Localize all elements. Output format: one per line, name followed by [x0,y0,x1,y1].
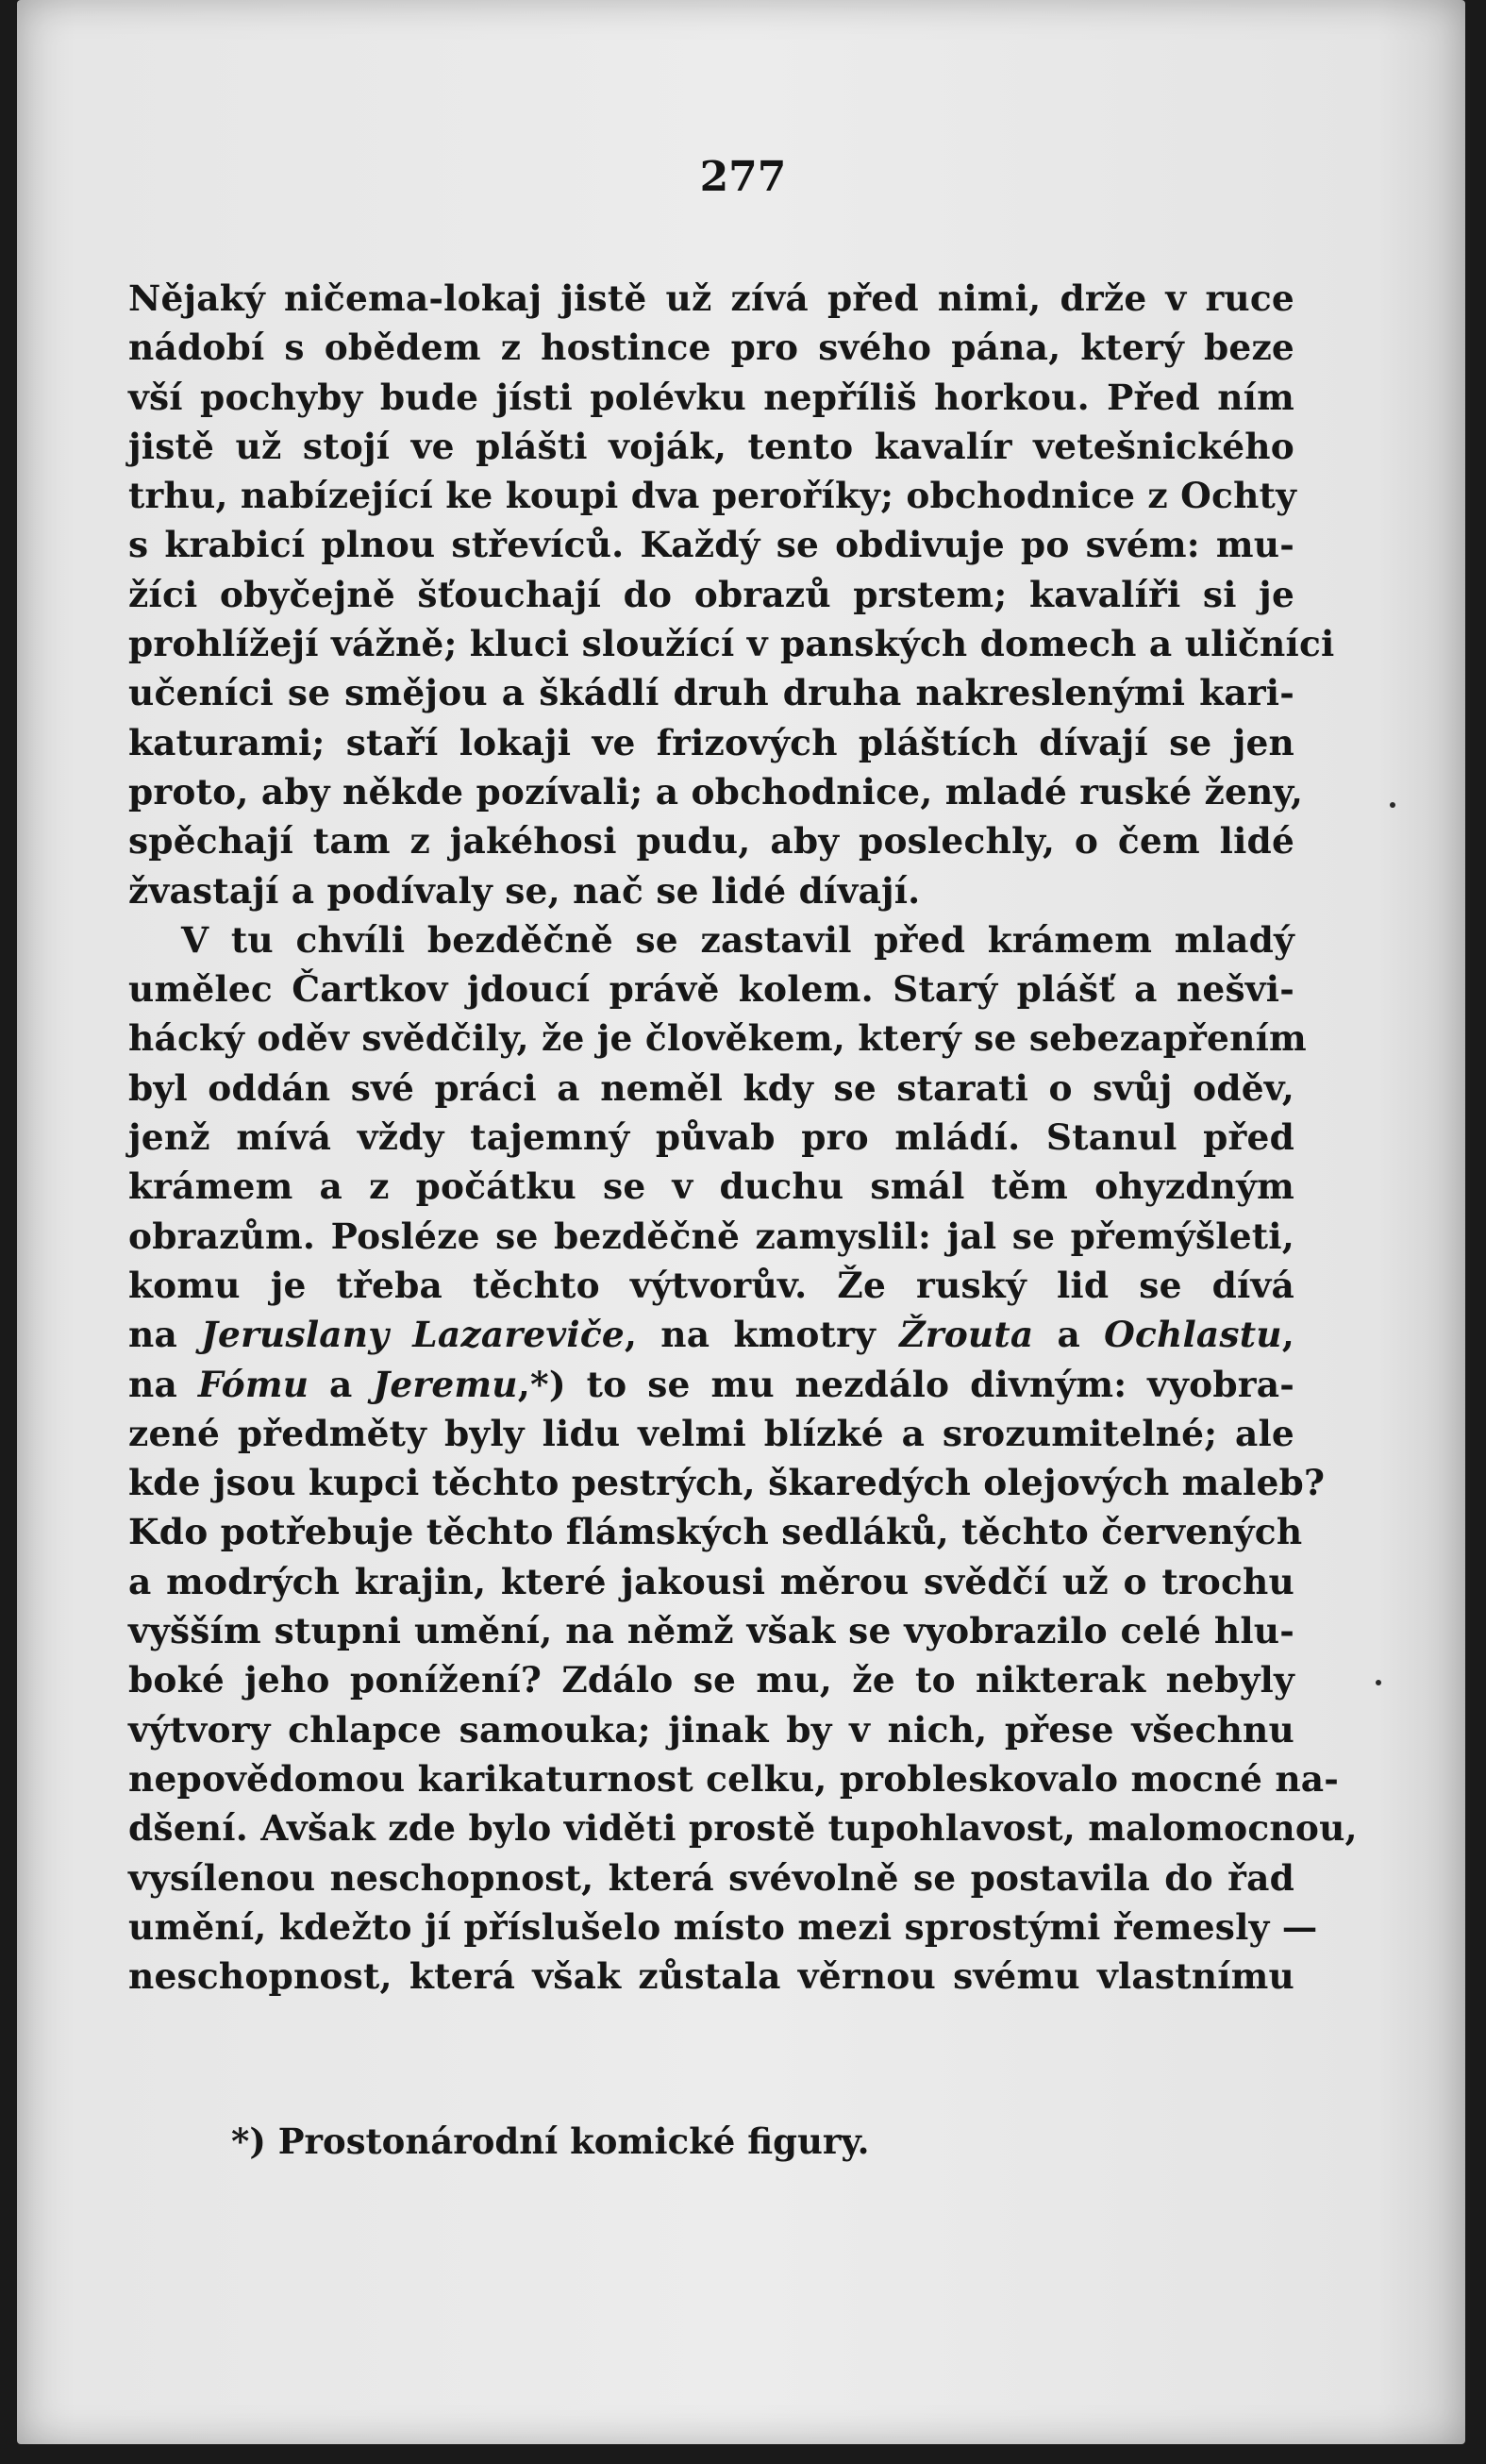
text-line: trhu, nabízející ke koupi dva peroříky; obchodnice z Ochty [128,475,1297,517]
text-run: , na kmotry [624,1314,900,1356]
text-line: kde jsou kupci těchto pestrých, škaredých olejových maleb? [128,1462,1326,1504]
scan-speck [1376,1680,1381,1685]
text-line: proto, aby někde pozívali; a obchodnice, mladé ruské ženy, [128,770,1304,813]
text-line: boké jeho ponížení? Zdálo se mu, že to nikterak nebyly [128,1659,1294,1701]
text-line: výtvory chlapce samouka; jinak by v nich, přese všechnu [128,1708,1294,1751]
text-line: žíci obyčejně šťouchají do obrazů prstem; kavalíři si je [128,573,1294,615]
text-line: V tu chvíli bezděčně se zastavil před krámem mladý [181,918,1294,961]
text-line: umělec Čartkov jdoucí právě kolem. Starý plášť a nešvi- [128,968,1294,1011]
text-run: a [309,1363,374,1405]
italic-name: Fómu [197,1363,309,1405]
text-line: byl oddán své práci a neměl kdy se starati o svůj oděv, [128,1066,1294,1109]
text-line-with-italics [128,1310,1294,1359]
text-line: a modrých krajin, které jakousi měrou svědčí už o trochu [128,1560,1294,1602]
text-run: a [1033,1314,1105,1356]
text-run: , [1281,1314,1294,1356]
text-line: učeníci se smějou a škádlí druh druha nakreslenými kari- [128,672,1294,714]
scan-speck [1390,802,1395,808]
page-number: 277 [699,153,787,201]
text-line: vší pochyby bude jísti polévku nepříliš horkou. Před ním [128,376,1294,418]
text-line: Nějaký ničema-lokaj jistě už zívá před nimi, drže v ruce [128,277,1294,319]
body-text [128,274,1358,2001]
text-line: obrazům. Posléze se bezděčně zamyslil: jal se přemýšleti, [128,1215,1294,1257]
text-line: neschopnost, která však zůstala věrnou svému vlastnímu [128,1955,1294,1998]
text-line: Kdo potřebuje těchto flámských sedláků, těchto červených [128,1511,1303,1553]
text-line: umění, kdežto jí příslušelo místo mezi sprostými řemesly — [128,1905,1318,1948]
text-line: katurami; staří lokaji ve frizových pláštích dívají se jen [128,721,1294,763]
italic-name: Žrouta [899,1314,1034,1356]
text-line: nádobí s obědem z hostince pro svého pána, který beze [128,327,1294,369]
text-line: komu je třeba těchto výtvorův. Že ruský lid se dívá [128,1264,1294,1306]
text-line: s krabicí plnou střevíců. Každý se obdivuje po svém: mu- [128,524,1294,566]
text-line: vysílenou neschopnost, která svévolně se postavila do řad [128,1856,1294,1899]
footnote: *) Prostonárodní komické figury. [231,2120,870,2162]
text-line: nepovědomou karikaturnost celku, probleskovalo mocné na- [128,1757,1340,1800]
text-line: jenž mívá vždy tajemný půvab pro mládí. Stanul před [128,1116,1294,1159]
text-line-with-italics [128,1360,1294,1409]
text-line: prohlížejí vážně; kluci sloužící v panských domech a uličníci [128,623,1335,665]
text-run: na [128,1314,202,1356]
italic-name: Jeremu [373,1363,518,1405]
text-line: hácký oděv svědčily, že je člověkem, který se sebezapřením [128,1017,1307,1060]
text-line: krámem a z počátku se v duchu smál těm ohyzdným [128,1165,1294,1208]
text-run: na [128,1363,198,1405]
text-line: žvastají a podívaly se, nač se lidé dívají. [128,869,921,912]
text-line: spěchají tam z jakéhosi pudu, aby poslechly, o čem lidé [128,820,1294,863]
text-line: jistě už stojí ve plášti voják, tento kavalír vetešnického [128,425,1294,467]
text-run: ,*) to se mu nezdálo divným: vyobra- [517,1363,1295,1405]
text-line: vyšším stupni umění, na němž však se vyobrazilo celé hlu- [128,1610,1294,1652]
text-line: dšení. Avšak zde bylo viděti prostě tupohlavost, malomocnou, [128,1807,1358,1850]
italic-name: Ochlastu [1104,1314,1282,1356]
italic-name: Jeruslany Lazareviče [201,1314,625,1356]
text-line: zené předměty byly lidu velmi blízké a srozumitelné; ale [128,1412,1294,1454]
